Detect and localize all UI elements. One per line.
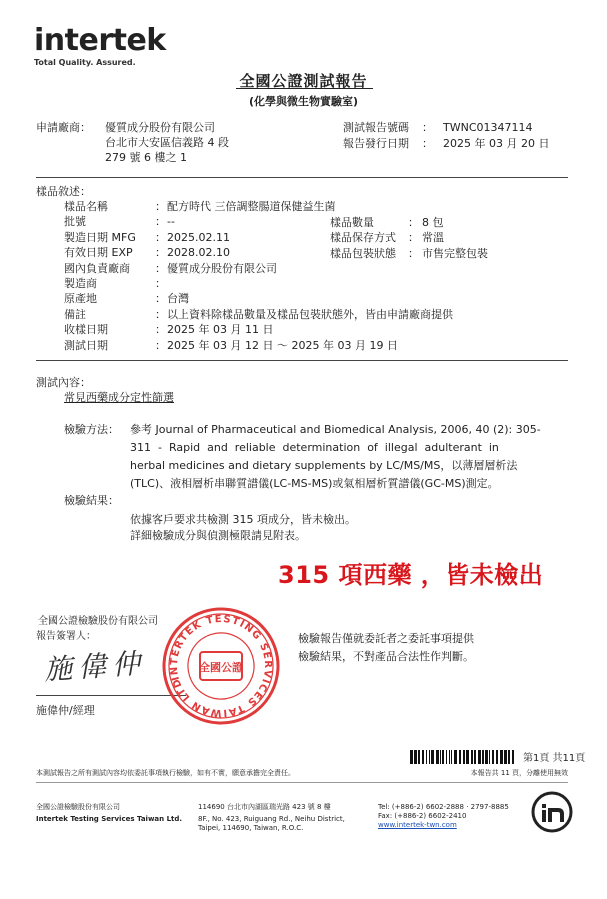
company-seal	[160, 605, 282, 727]
footer-disclaimer-row	[36, 768, 568, 780]
sample-field-label: 有效日期 EXP	[64, 246, 133, 260]
sample-right-value: 市售完整包裝	[422, 246, 488, 260]
footer-address-cn: 114690 台北市內湖區瑞光路 423 號 8 樓	[198, 803, 331, 811]
brand-tagline: Total Quality. Assured.	[34, 58, 136, 67]
sample-field-colon: ：	[155, 292, 166, 306]
barcode-graphic	[410, 750, 516, 764]
divider-mid	[36, 360, 568, 361]
sample-field-colon: ：	[155, 200, 166, 213]
result-line: 依據客戶要求共檢測 315 項成分，皆未檢出。	[130, 513, 356, 526]
signer-label: 報告簽署人：	[36, 631, 96, 642]
sample-field-label: 備註	[64, 307, 86, 321]
applicant-address-line2: 279 號 6 樓之 1	[105, 151, 187, 164]
report-title-underline	[236, 88, 373, 89]
page-indicator: 第1頁 共11頁	[523, 753, 586, 764]
sample-field-colon: ：	[155, 307, 166, 321]
test-item: 常見西藥成分定性篩選	[64, 391, 174, 404]
test-heading: 測試內容：	[36, 376, 91, 389]
sample-field-label: 測試日期	[64, 338, 108, 352]
sample-field-value: 2025 年 03 月 12 日 ～ 2025 年 03 月 19 日	[167, 338, 398, 352]
report-number-value: TWNC01347114	[443, 121, 533, 134]
sample-field-value: --	[167, 215, 175, 229]
report-number-label: 測試報告號碼	[343, 121, 409, 134]
sample-field-label: 國內負責廠商	[64, 261, 130, 275]
sample-right-colon: ：	[408, 246, 419, 260]
method-label: 檢驗方法：	[64, 423, 119, 436]
sample-field-colon: ：	[155, 230, 166, 244]
sample-field-value: 以上資料除樣品數量及樣品包裝狀態外，皆由申請廠商提供	[167, 307, 453, 321]
footer-company-cn: 全國公證檢驗股份有限公司	[36, 803, 120, 811]
disclaimer-note-line2: 檢驗結果，不對產品合法性作判斷。	[298, 650, 474, 663]
seal-outer-text: INTERTEK TESTING SERVICES TAIWAN LTD.	[168, 613, 274, 719]
sample-field-label: 收樣日期	[64, 323, 108, 337]
seal-inner-text: 全國公證	[199, 661, 243, 674]
footer-address-en1: 8F., No. 423, Ruiguang Rd., Neihu District,	[198, 815, 345, 823]
sample-field-colon: ：	[155, 323, 166, 337]
handwritten-signature	[43, 641, 148, 688]
sample-field-value: 2025.02.11	[167, 230, 230, 244]
sample-right-colon: ：	[408, 231, 419, 245]
sample-field-label: 製造商	[64, 277, 97, 290]
footer-tel: Tel: (+886-2) 6602-2888 · 2797-8885	[378, 803, 509, 811]
sample-field-colon: ：	[155, 277, 166, 290]
report-title: 全國公證測試報告	[239, 72, 368, 90]
method-line: herbal medicines and dietary supplements by LC/MS/MS，以薄層層析法	[130, 459, 518, 472]
sample-right-label: 樣品包裝狀態	[330, 246, 396, 260]
footer-divider	[36, 782, 568, 783]
sample-field-label: 樣品名稱	[64, 200, 108, 213]
signer-name: 施偉仲/經理	[36, 704, 95, 717]
intertek-logo	[34, 23, 166, 67]
brand-name: intertek	[34, 23, 166, 58]
footer-website-link[interactable]: www.intertek-twn.com	[378, 821, 457, 829]
sample-field-label: 批號	[64, 215, 86, 229]
method-line: 參考 Journal of Pharmaceutical and Biomedical Analysis, 2006, 40 (2): 305-	[130, 423, 541, 436]
sample-field-value: 優質成分股份有限公司	[167, 261, 277, 275]
sample-field-label: 原產地	[64, 292, 97, 306]
sample-field-colon: ：	[155, 215, 166, 229]
in-icon-graphic	[530, 790, 574, 834]
method-line: (TLC)、液相層析串聯質譜儀(LC-MS-MS)或氣相層析質譜儀(GC-MS)測定。	[130, 477, 499, 490]
issue-date-label: 報告發行日期	[343, 137, 409, 150]
intertek-in-icon	[530, 790, 574, 834]
applicant-address-line1: 台北市大安區信義路 4 段	[105, 136, 229, 149]
disclaimer-note-line1: 檢驗報告僅就委託者之委託事項提供	[298, 632, 474, 645]
result-line: 詳細檢驗成分與偵測極限請見附表。	[130, 529, 306, 542]
divider-top	[36, 177, 568, 178]
footer-company-en: Intertek Testing Services Taiwan Ltd.	[36, 815, 183, 823]
sample-right-label: 樣品保存方式	[330, 231, 396, 245]
sample-right-label: 樣品數量	[330, 216, 374, 229]
issue-date-colon: ：	[422, 137, 433, 150]
applicant-label: 申請廠商：	[36, 121, 91, 134]
sample-field-label: 製造日期 MFG	[64, 230, 136, 244]
sample-right-colon: ：	[408, 216, 419, 229]
result-text	[130, 512, 356, 544]
sample-heading: 樣品敘述：	[36, 185, 91, 198]
sample-right-value: 常溫	[422, 231, 444, 245]
method-text	[130, 421, 558, 493]
sample-field-value: 2025 年 03 月 11 日	[167, 323, 274, 337]
method-line: 311 - Rapid and reliable determination of illegal adulterant in	[130, 441, 499, 454]
sample-field-colon: ：	[155, 338, 166, 352]
issue-date-value: 2025 年 03 月 20 日	[443, 137, 550, 150]
sample-field-value: 台灣	[167, 292, 189, 306]
sample-field-colon: ：	[155, 246, 166, 260]
report-number-colon: ：	[422, 121, 433, 134]
footer-disclaimer: 本測試報告之所有測試內容均依委託事項執行檢驗，如有不實，願意承擔完全責任。	[36, 769, 295, 777]
footer-fax: Fax: (+886-2) 6602-2410	[378, 812, 467, 820]
footer-address-en2: Taipei, 114690, Taiwan, R.O.C.	[198, 824, 304, 832]
sample-field-value: 2028.02.10	[167, 246, 230, 260]
sample-right-value: 8 包	[422, 216, 444, 229]
applicant-name: 優質成分股份有限公司	[105, 121, 215, 134]
sample-field-colon: ：	[155, 261, 166, 275]
seal-graphic	[160, 605, 282, 727]
footer-pages-note: 本報告共 11 頁，分離使用無效	[470, 769, 568, 777]
signing-company: 全國公證檢驗股份有限公司	[38, 616, 158, 627]
result-banner: 315 項西藥 ，皆未檢出	[278, 561, 544, 589]
signature-handwriting: 施偉仲	[43, 646, 148, 687]
result-label: 檢驗結果：	[64, 494, 119, 507]
barcode	[410, 749, 516, 763]
report-subtitle: (化學與微生物實驗室)	[248, 95, 359, 108]
sample-field-value: 配方時代 三倍調整腸道保健益生菌	[167, 200, 336, 213]
